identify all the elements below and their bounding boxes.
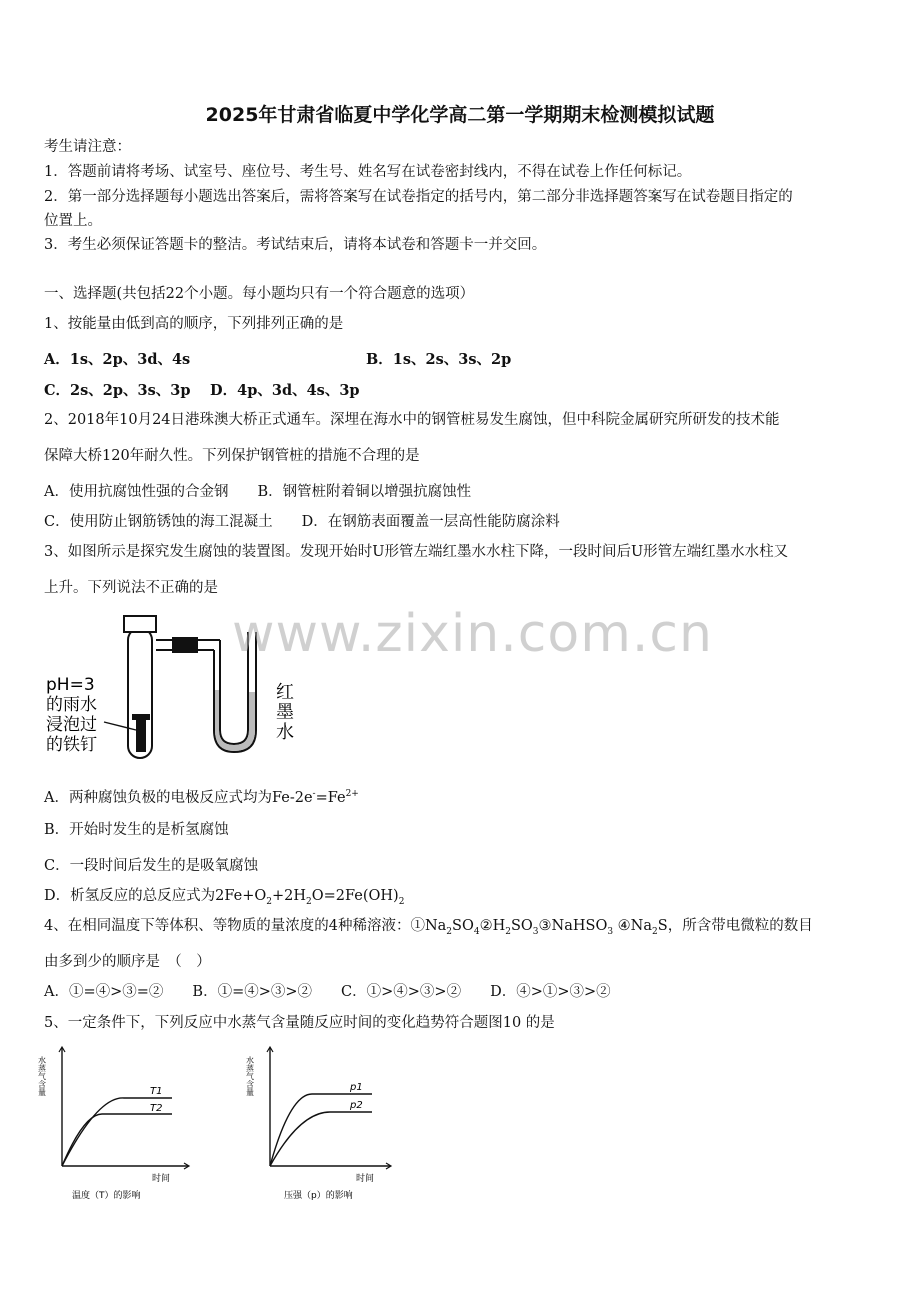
fig-label-rain: 的雨水 <box>46 695 97 715</box>
q2-option-ab: A．使用抗腐蚀性强的合金钢 B．钢管桩附着铜以增强抗腐蚀性 <box>44 484 472 500</box>
graph-pressure <box>246 1047 392 1201</box>
graph2-caption: 压强（p）的影响 <box>284 1191 353 1201</box>
fig-label-ink: 墨 <box>276 702 294 723</box>
graph1-curve-t1: T1 <box>150 1086 163 1097</box>
q5-graphs-figure <box>37 1044 410 1206</box>
q1-option-cd: C．2s、2p、3s、3p D．4p、3d、4s、3p <box>44 382 360 399</box>
q1-stem: 1、按能量由低到高的顺序，下列排列正确的是 <box>44 316 344 332</box>
graph2-ylabel: 水蒸气含量 <box>245 1056 255 1096</box>
watermark: www.zixin.com.cn <box>232 604 713 664</box>
q5-stem: 5、一定条件下，下列反应中水蒸气含量随反应时间的变化趋势符合题图10 的是 <box>44 1015 555 1031</box>
q4-stem-2: 由多到少的顺序是 （ ） <box>44 954 211 970</box>
notice-item-3: 3．考生必须保证答题卡的整洁。考试结束后，请将本试卷和答题卡一并交回。 <box>44 237 547 253</box>
graph1-xlabel: 时间 <box>152 1174 171 1184</box>
fig-label-soaked: 浸泡过 <box>46 715 97 735</box>
graph2-curve-p2: p2 <box>350 1100 363 1111</box>
q3-option-b: B．开始时发生的是析氢腐蚀 <box>44 822 229 838</box>
q1-option-a: A．1s、2p、3d、4s <box>44 351 191 368</box>
q3-option-c: C．一段时间后发生的是吸氧腐蚀 <box>44 858 259 874</box>
exam-title: 2025年甘肃省临夏中学化学高二第一学期期末检测模拟试题 <box>205 104 715 126</box>
notice-item-1: 1．答题前请将考场、试室号、座位号、考生号、姓名写在试卷密封线内，不得在试卷上作任何标记。 <box>44 164 692 180</box>
q4-options: A．①=④>③=② B．①=④>③>② C．①>④>③>② D．④>①>③>② <box>44 984 611 1000</box>
notice-item-2-cont: 位置上。 <box>44 213 102 229</box>
q3-stem-2: 上升。下列说法不正确的是 <box>44 580 218 596</box>
graph1-caption: 温度（T）的影响 <box>72 1191 141 1201</box>
graph1-curve-t2: T2 <box>150 1103 163 1114</box>
section-heading: 一、选择题(共包括22个小题。每小题均只有一个符合题意的选项） <box>44 286 475 302</box>
fig-label-nail: 的铁钉 <box>46 735 97 755</box>
fig-label-water: 水 <box>276 722 294 743</box>
fig-label-ph: pH=3 <box>46 675 95 695</box>
q3-stem-1: 3、如图所示是探究发生腐蚀的装置图。发现开始时U形管左端红墨水水柱下降，一段时间后U形管左端红墨水水柱又 <box>44 544 789 560</box>
graph-temperature <box>38 1047 190 1201</box>
graph2-xlabel: 时间 <box>356 1174 375 1184</box>
notice-heading: 考生请注意： <box>44 139 131 155</box>
graph1-ylabel: 水蒸气含量 <box>37 1056 47 1096</box>
graph2-curve-p1: p1 <box>350 1082 363 1093</box>
q2-option-cd: C．使用防止钢筋锈蚀的海工混凝土 D．在钢筋表面覆盖一层高性能防腐涂料 <box>44 514 560 530</box>
q2-stem-1: 2、2018年10月24日港珠澳大桥正式通车。深埋在海水中的钢管桩易发生腐蚀，但中科院金属研究所研发的技术能 <box>44 412 780 428</box>
notice-item-2: 2．第一部分选择题每小题选出答案后，需将答案写在试卷指定的括号内，第二部分非选择题答案写在试卷题目指定的 <box>44 189 793 205</box>
fig-label-red: 红 <box>276 682 294 703</box>
q3-option-a: A．两种腐蚀负极的电极反应式均为$Fe-2e^-=Fe^{2+}$ <box>44 789 359 806</box>
q4-stem-1: 4、在相同温度下等体积、等物质的量浓度的4种稀溶液：$①Na_2SO_4②H_2SO_3③NaHSO_3$ $④Na_2S$，所含带电微粒的数目 <box>44 918 813 937</box>
q3-option-d: D．析氢反应的总反应式为$2Fe+O_2+2H_2O=2Fe(OH)_2$ <box>44 888 405 907</box>
q1-option-b: B．1s、2s、3s、2p <box>366 351 512 368</box>
q2-stem-2: 保障大桥120年耐久性。下列保护钢管桩的措施不合理的是 <box>44 448 420 464</box>
